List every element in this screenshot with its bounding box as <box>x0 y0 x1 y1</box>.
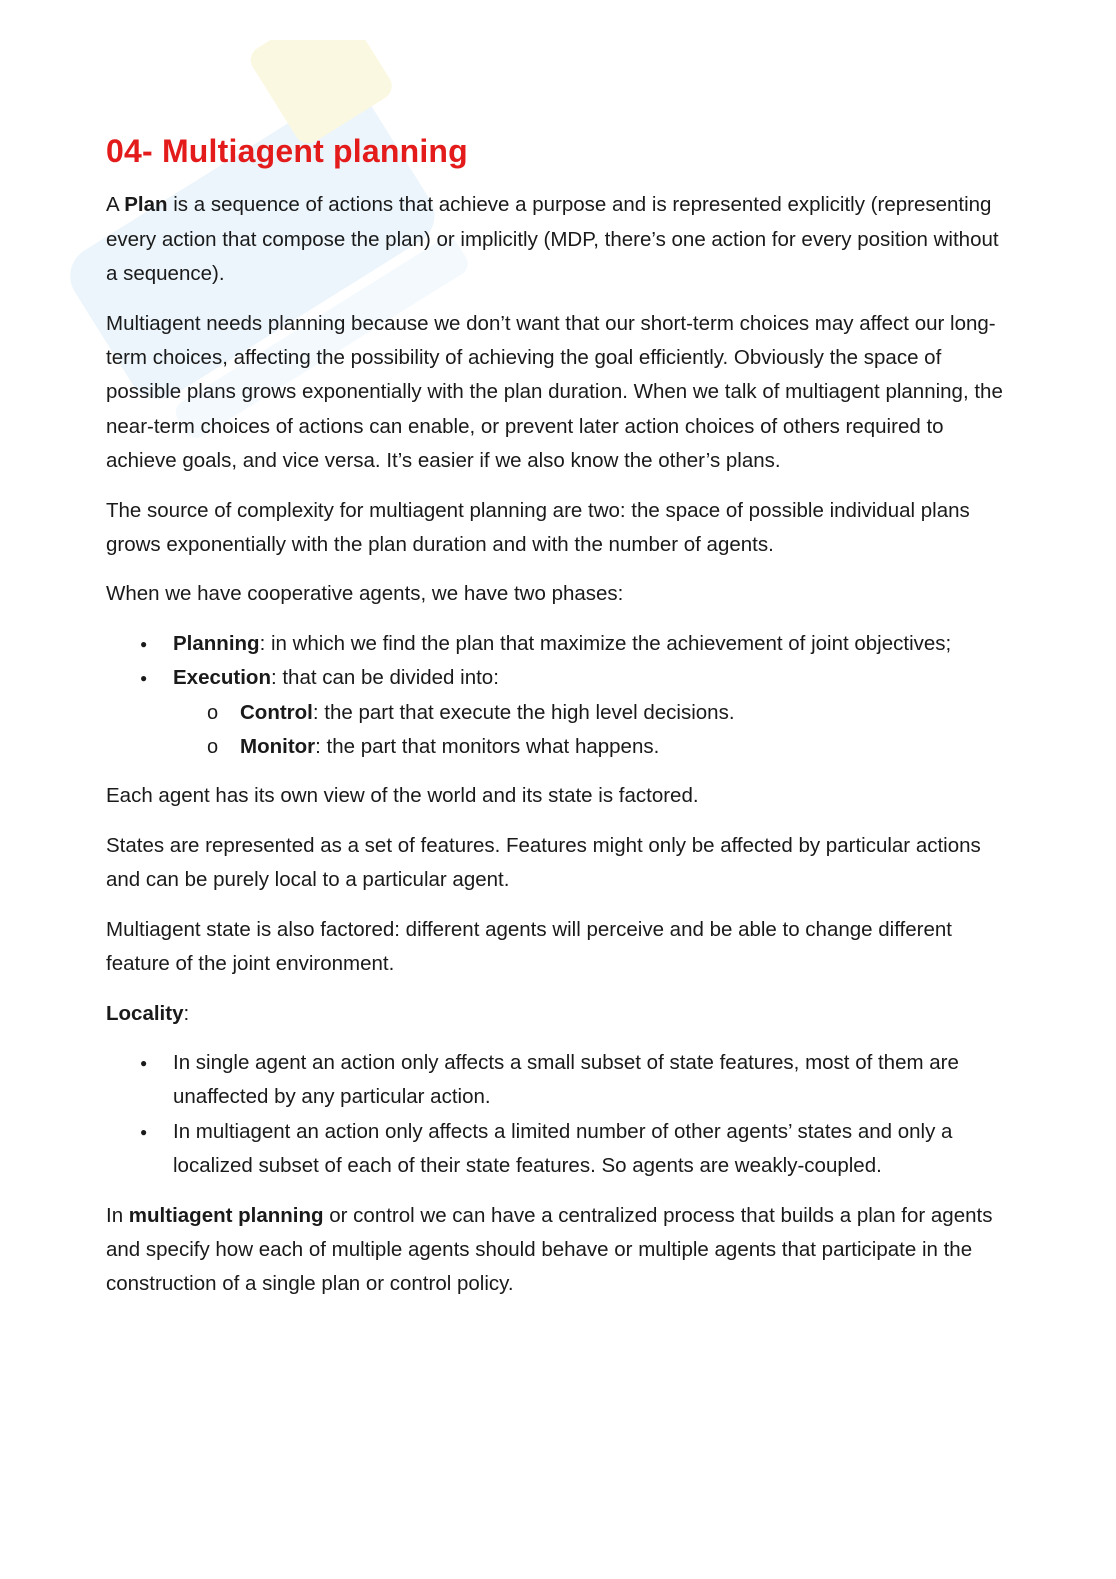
execution-desc: : that can be divided into: <box>270 666 499 690</box>
list-item-monitor <box>173 730 1006 764</box>
phases-list <box>106 627 1006 765</box>
monitor-desc: : the part that monitors what happens. <box>315 735 660 759</box>
list-item-multiagent: ● In multiagent an action only affects a limited number of other agents’ states and only a localized subset of each of their state features. So agents are weakly-coupled. <box>106 1115 1006 1184</box>
paragraph-states-features: States are represented as a set of features. Features might only be affected by particular actions and can be purely local to a particular agent. <box>106 833 981 892</box>
paragraph-agent-view: Each agent has its own view of the world and its state is factored. <box>106 784 699 808</box>
list-item-planning <box>106 627 1006 661</box>
locality-list <box>106 1046 1006 1184</box>
planning-desc: : in which we find the plan that maximize the achievement of joint objectives; <box>259 631 952 655</box>
term-locality: Locality <box>106 1001 184 1025</box>
list-item-single-agent: ● In single agent an action only affects a small subset of state features, most of them are unaffected by any particular action. <box>106 1046 1006 1115</box>
paragraph-centralized <box>106 1199 1006 1302</box>
term-execution: Execution <box>173 666 271 690</box>
term-plan: Plan <box>124 193 168 217</box>
term-multiagent-planning: multiagent planning <box>128 1203 324 1227</box>
term-monitor: Monitor <box>240 735 316 759</box>
document-page <box>106 132 1006 1317</box>
p8-rest: or control we can have a centralized process that builds a plan for agents and specify how each of multiple agents should behave or multiple agents that participate in the construction of a single plan or control policy. <box>106 1203 993 1296</box>
paragraph-plan-definition <box>106 188 1006 291</box>
list-item-execution <box>106 661 1006 764</box>
paragraph-complexity: The source of complexity for multiagent planning are two: the space of possible individual plans grows exponentially with the plan duration and with the number of agents. <box>106 498 970 557</box>
list-item-control <box>173 696 1006 730</box>
page-title: 04- Multiagent planning <box>106 133 468 169</box>
execution-sublist <box>173 696 1006 765</box>
paragraph-cooperative: When we have cooperative agents, we have two phases: <box>106 582 624 606</box>
p1-lead: A <box>106 193 125 217</box>
p1-rest: is a sequence of actions that achieve a purpose and is represented explicitly (representing every action that compose the plan) or implicitly (MDP, there’s one action for every position without a sequence). <box>106 193 999 286</box>
paragraph-multiagent-state: Multiagent state is also factored: different agents will perceive and be able to change different feature of the joint environment. <box>106 917 952 976</box>
paragraph-why-planning: Multiagent needs planning because we don’t want that our short-term choices may affect our long-term choices, affecting the possibility of achieving the goal efficiently. Obviously the space of possible plans grows exponentially with the plan duration. When we talk of multiagent planning, the near-term choices of actions can enable, or prevent later action choices of others required to achieve goals, and vice versa. It’s easier if we also know the other’s plans. <box>106 311 1003 473</box>
locality-colon: : <box>183 1001 190 1025</box>
heading-locality <box>106 997 1006 1031</box>
term-planning: Planning <box>173 631 260 655</box>
p8-lead: In <box>106 1203 129 1227</box>
term-control: Control <box>240 700 313 724</box>
control-desc: : the part that execute the high level decisions. <box>312 700 735 724</box>
